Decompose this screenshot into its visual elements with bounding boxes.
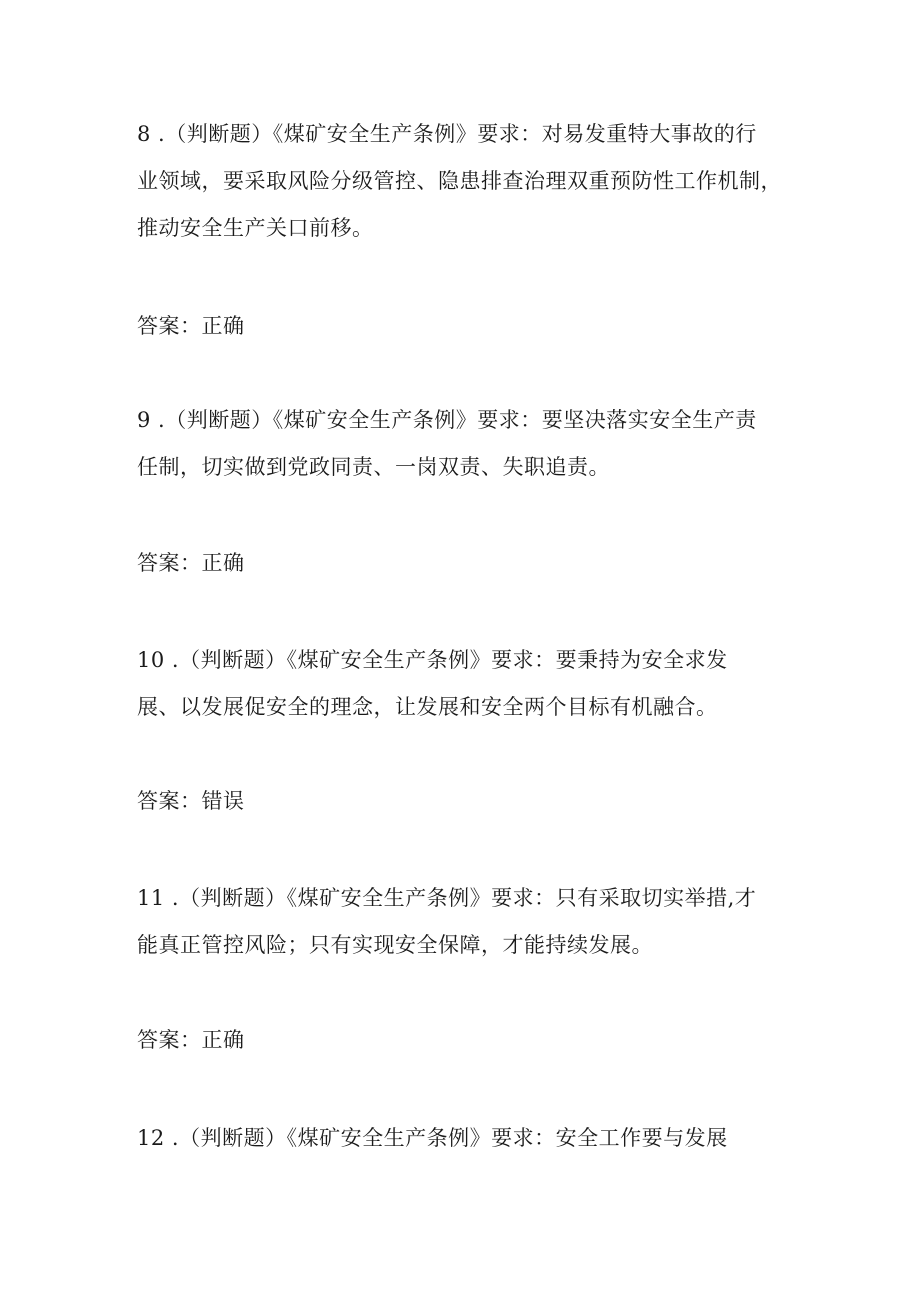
question-11-line-2: 能真正管控风险；只有实现安全保障，才能持续发展。 (137, 933, 653, 957)
question-10-line-2: 展、以发展促安全的理念，让发展和安全两个目标有机融合。 (137, 695, 718, 719)
answer-10: 答案：错误 (137, 789, 245, 813)
answer-8: 答案：正确 (137, 314, 245, 338)
question-8-line-3: 推动安全生产关口前移。 (137, 216, 374, 240)
question-8-line-1: 8 .（判断题）《煤矿安全生产条例》要求：对易发重特大事故的行 (137, 122, 757, 146)
question-12-line-1: 12 .（判断题）《煤矿安全生产条例》要求：安全工作要与发展 (137, 1126, 728, 1150)
question-9-line-2: 任制，切实做到党政同责、一岗双责、失职追责。 (137, 455, 610, 479)
question-11-line-1: 11 .（判断题）《煤矿安全生产条例》要求：只有采取切实举措,才 (137, 886, 757, 910)
question-8-line-2: 业领域，要采取风险分级管控、隐患排查治理双重预防性工作机制， (137, 169, 782, 193)
question-9-line-1: 9 .（判断题）《煤矿安全生产条例》要求：要坚决落实安全生产责 (137, 408, 757, 432)
question-10-line-1: 10 .（判断题）《煤矿安全生产条例》要求：要秉持为安全求发 (137, 648, 728, 672)
answer-11: 答案：正确 (137, 1028, 245, 1052)
answer-9: 答案：正确 (137, 551, 245, 575)
